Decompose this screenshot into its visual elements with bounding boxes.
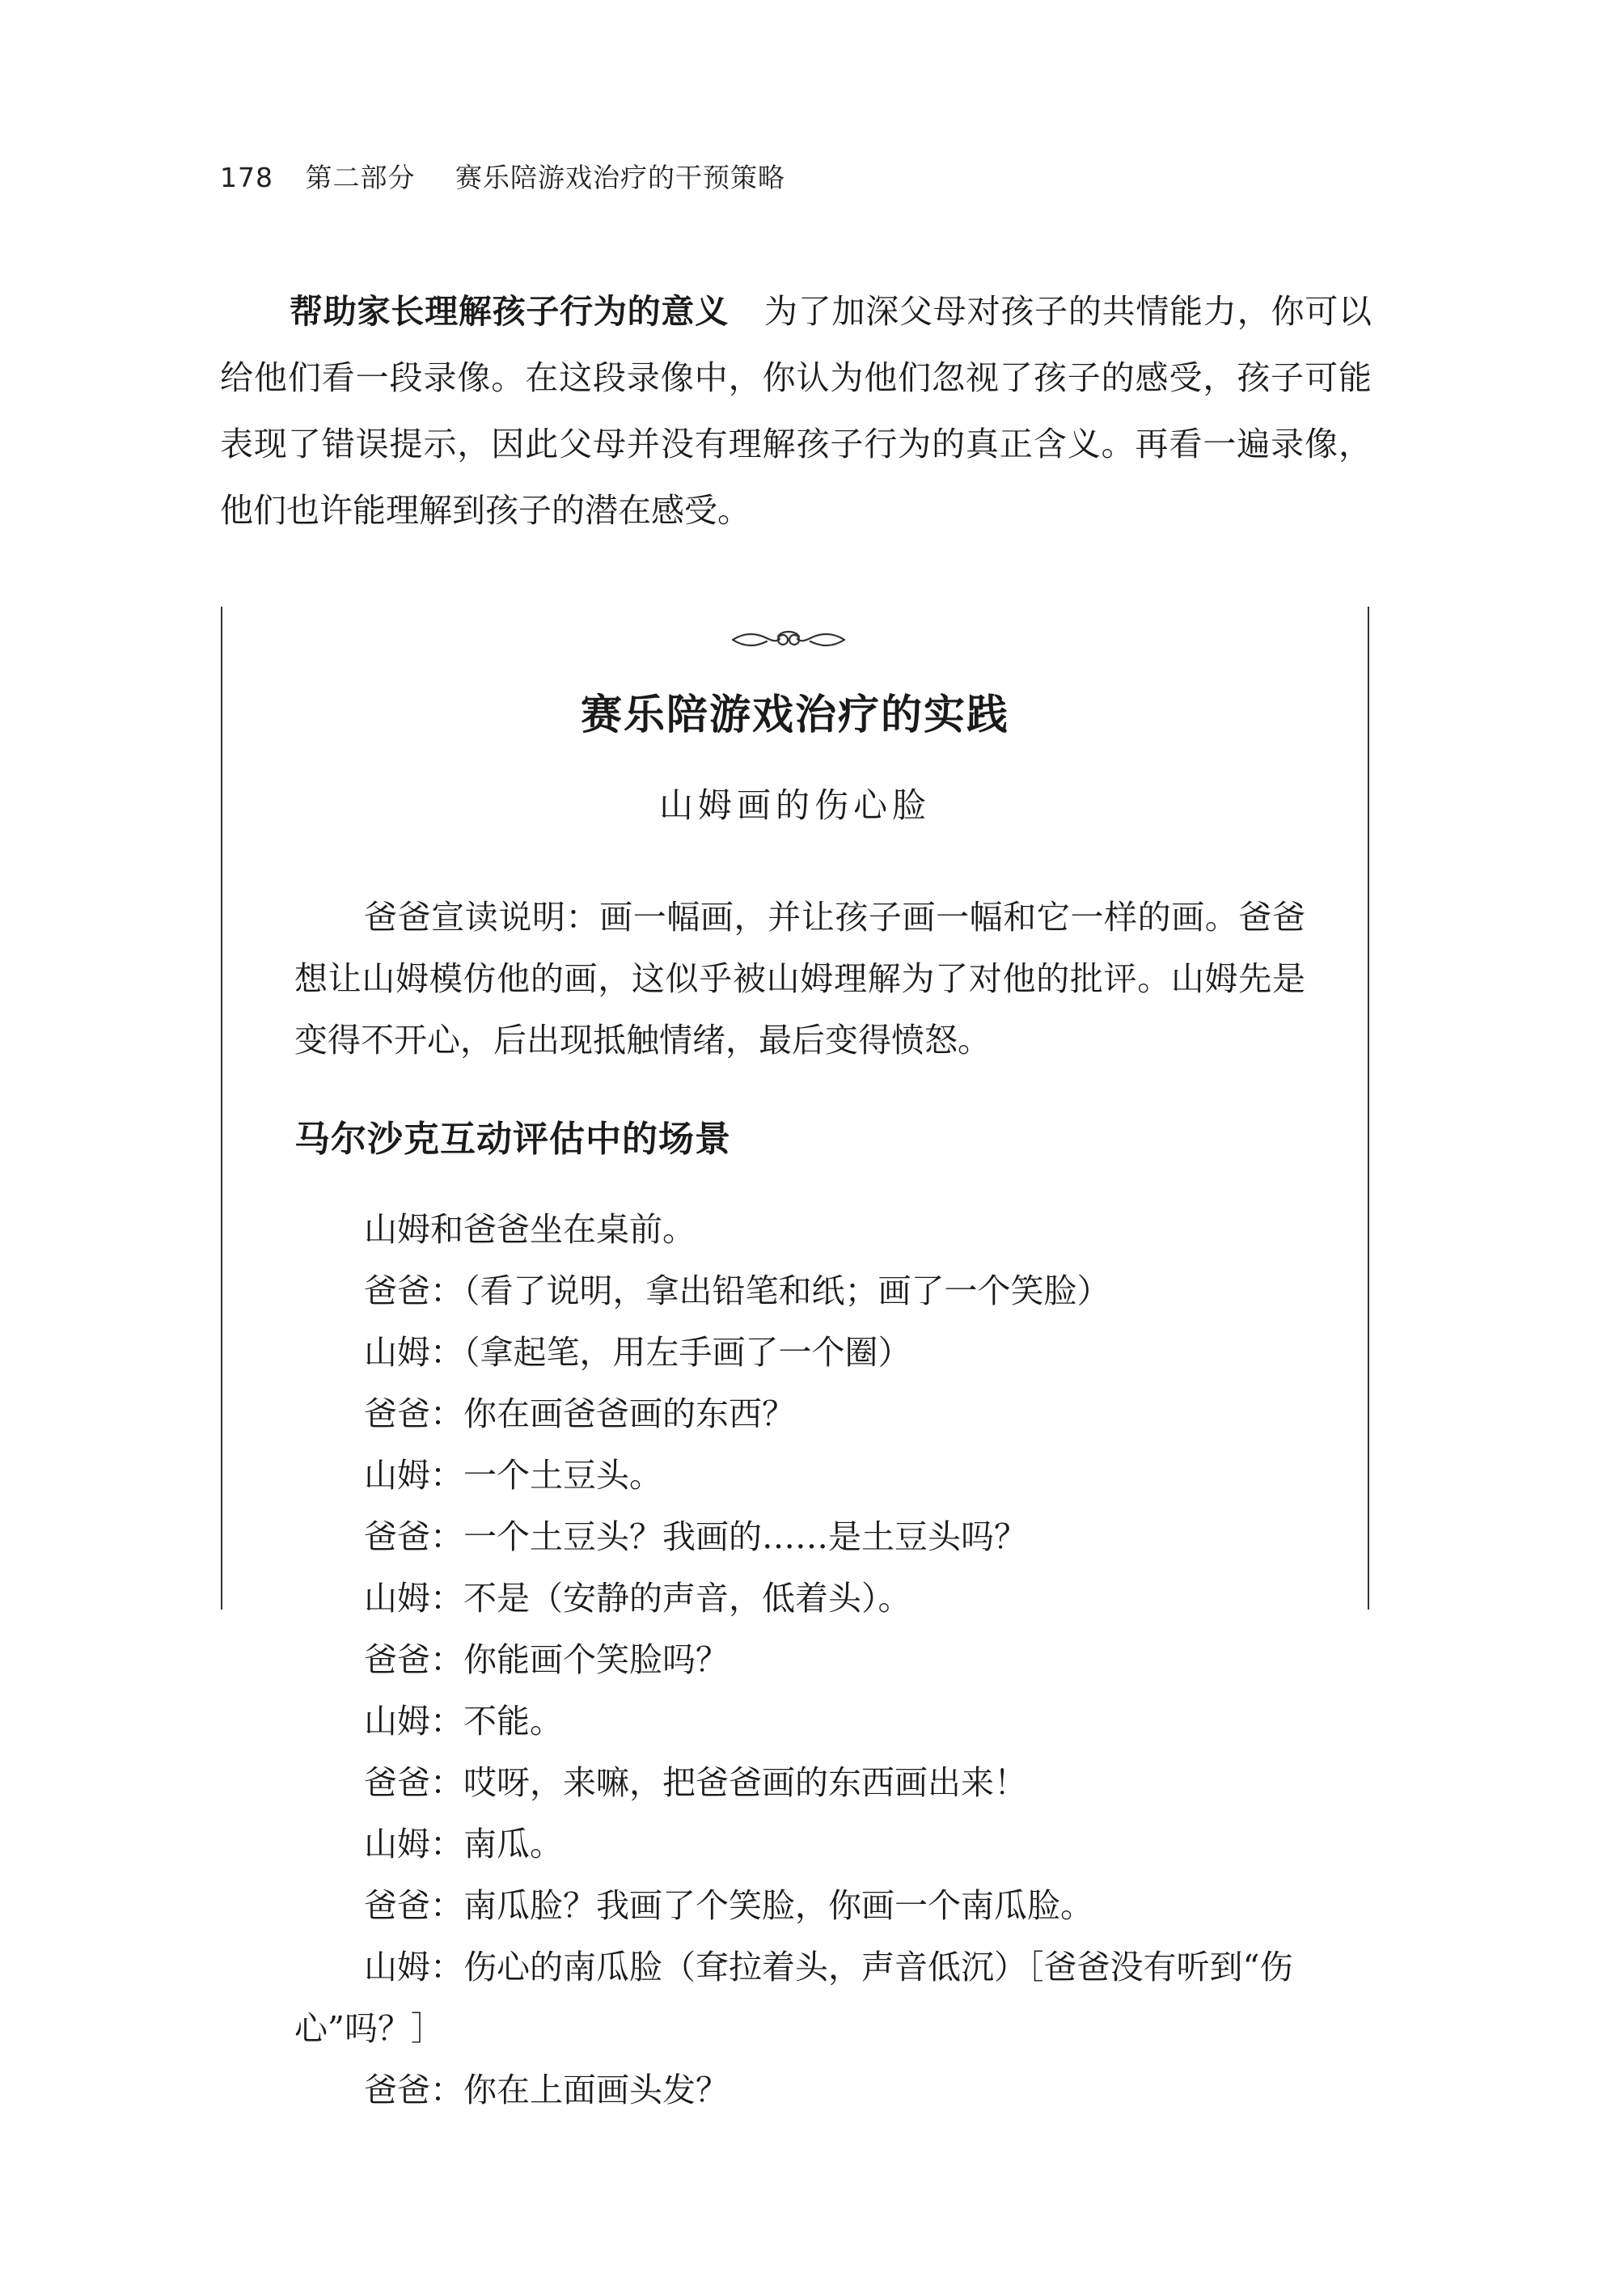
speaker: 爸爸： [364,1271,463,1310]
speaker: 山姆： [364,1333,463,1372]
speaker: 山姆： [364,1825,463,1864]
dialogue-line [294,1322,1305,1383]
speaker: 爸爸： [364,1640,463,1679]
line-text: 哎呀，来嘛，把爸爸画的东西画出来！ [463,1763,1027,1802]
dialogue-line [294,1567,1305,1629]
line-text: （拿起笔，用左手画了一个圈） [463,1333,911,1372]
section-heading: 马尔沙克互动评估中的场景 [294,1119,731,1160]
line-text: 山姆和爸爸坐在桌前。 [364,1210,696,1249]
dialogue-line [294,1383,1305,1445]
speaker: 山姆： [364,1702,463,1741]
dialogue-line [294,1629,1305,1690]
line-text: （看了说明，拿出铅笔和纸；画了一个笑脸） [463,1271,1110,1310]
box-description: 爸爸宣读说明：画一幅画，并让孩子画一幅和它一样的画。爸爸想让山姆模仿他的画，这似乎被山姆理解为了对他的批评。山姆先是变得不开心，后出现抵触情绪，最后变得愤怒。 [294,898,1305,1060]
ornament-icon [728,623,849,657]
box-subtitle: 山姆画的伤心脸 [658,785,931,825]
speaker: 山姆： [364,1948,463,1986]
speaker: 山姆： [364,1579,463,1618]
line-text: 你在画爸爸画的东西？ [463,1394,795,1433]
part-label: 第二部分 [305,162,416,193]
line-text: 南瓜。 [463,1825,563,1864]
dialogue-line [294,1936,1305,2059]
dialogue-list [294,1199,1305,2121]
dialogue-line [294,1690,1305,1752]
intro-lead: 帮助家长理解孩子行为的意义 [290,292,729,331]
speaker: 爸爸： [364,1886,463,1925]
speaker: 山姆： [364,1456,463,1495]
line-text: 你能画个笑脸吗？ [463,1640,729,1679]
page-number: 178 [220,162,273,193]
line-text: 一个土豆头？我画的……是土豆头吗？ [463,1517,1027,1556]
line-text: 不能。 [463,1702,563,1741]
dialogue-line [294,1445,1305,1506]
dialogue-line [294,2059,1305,2121]
dialogue-line [294,1506,1305,1567]
dialogue-line [294,1752,1305,1813]
line-text: 南瓜脸？我画了个笑脸，你画一个南瓜脸。 [463,1886,1093,1925]
line-text: 一个土豆头。 [463,1456,662,1495]
speaker: 爸爸： [364,2071,463,2109]
box-title: 赛乐陪游戏治疗的实践 [580,692,1009,739]
speaker: 爸爸： [364,1394,463,1433]
running-head [220,157,785,195]
box-left-rule [221,607,222,1610]
dialogue-line [294,1199,1305,1260]
line-text: 不是（安静的声音，低着头）。 [463,1579,911,1618]
box-right-rule [1368,607,1369,1610]
speaker: 爸爸： [364,1763,463,1802]
dialogue-line [294,1875,1305,1936]
intro-text: 为了加深父母对孩子的共情能力，你可以给他们看一段录像。在这段录像中，你认为他们忽视了孩子的感受，孩子可能表现了错误提示，因此父母并没有理解孩子行为的真正含义。再看一遍录像，他们也许能理解到孩子的潜在感受。 [220,292,1372,530]
speaker: 爸爸： [364,1517,463,1556]
dialogue-line [294,1260,1305,1322]
dialogue-line [294,1813,1305,1875]
intro-paragraph [220,278,1372,544]
line-text: 伤心的南瓜脸（耷拉着头，声音低沉）［爸爸没有听到“伤心”吗？］ [294,1948,1293,2048]
chapter-title: 赛乐陪游戏治疗的干预策略 [455,162,785,193]
line-text: 你在上面画头发？ [463,2071,729,2109]
